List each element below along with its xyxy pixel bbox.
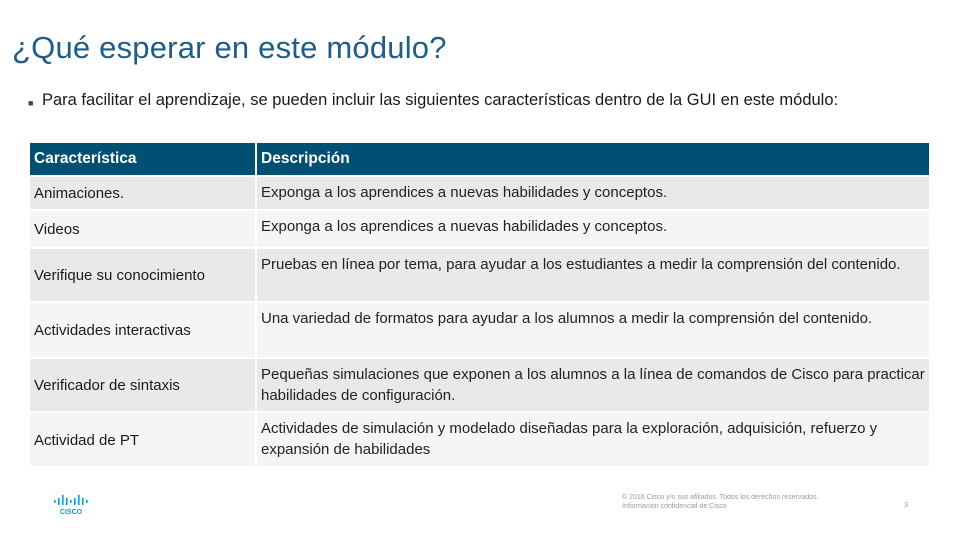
header-feature: Característica xyxy=(30,143,256,176)
description-cell: Actividades de simulación y modelado diseñadas para la exploración, adquisición, refuerzo y expansión de habilidades xyxy=(256,412,929,466)
table-header-row xyxy=(30,143,929,176)
table-row xyxy=(30,176,929,210)
table-row xyxy=(30,248,929,302)
footer-confidential: Información confidencial de Cisco xyxy=(622,503,727,510)
description-cell: Exponga a los aprendices a nuevas habilidades y conceptos. xyxy=(256,210,929,248)
intro-bullet-text: Para facilitar el aprendizaje, se pueden incluir las siguientes características dentro de la GUI en este módulo: xyxy=(42,91,839,109)
table-row xyxy=(30,210,929,248)
footer-legal xyxy=(622,493,818,511)
feature-cell: Videos xyxy=(30,210,256,248)
feature-cell: Actividades interactivas xyxy=(30,302,256,358)
footer-copyright: © 2016 Cisco y/o sus afiliados. Todos los derechos reservados. xyxy=(622,494,819,501)
table-row xyxy=(30,412,929,466)
features-table xyxy=(30,143,929,466)
feature-cell: Verificador de sintaxis xyxy=(30,358,256,412)
feature-cell: Animaciones. xyxy=(30,176,256,210)
slide-title: ¿Qué esperar en este módulo? xyxy=(12,30,447,65)
feature-cell: Actividad de PT xyxy=(30,412,256,466)
description-cell: Una variedad de formatos para ayudar a los alumnos a medir la comprensión del contenido. xyxy=(256,302,929,358)
page-number: 3 xyxy=(904,502,908,509)
cisco-logo-icon xyxy=(52,494,92,516)
description-cell: Pequeñas simulaciones que exponen a los alumnos a la línea de comandos de Cisco para practicar habilidades de configuración. xyxy=(256,358,929,412)
table-row xyxy=(30,302,929,358)
description-cell: Exponga a los aprendices a nuevas habilidades y conceptos. xyxy=(256,176,929,210)
feature-cell: Verifique su conocimiento xyxy=(30,248,256,302)
bullet-square-icon: ■ xyxy=(28,98,34,108)
header-description: Descripción xyxy=(256,143,929,176)
intro-bullet xyxy=(28,90,908,114)
description-cell: Pruebas en línea por tema, para ayudar a los estudiantes a medir la comprensión del contenido. xyxy=(256,248,929,302)
table-row xyxy=(30,358,929,412)
cisco-logo-text: CISCO xyxy=(59,509,83,516)
